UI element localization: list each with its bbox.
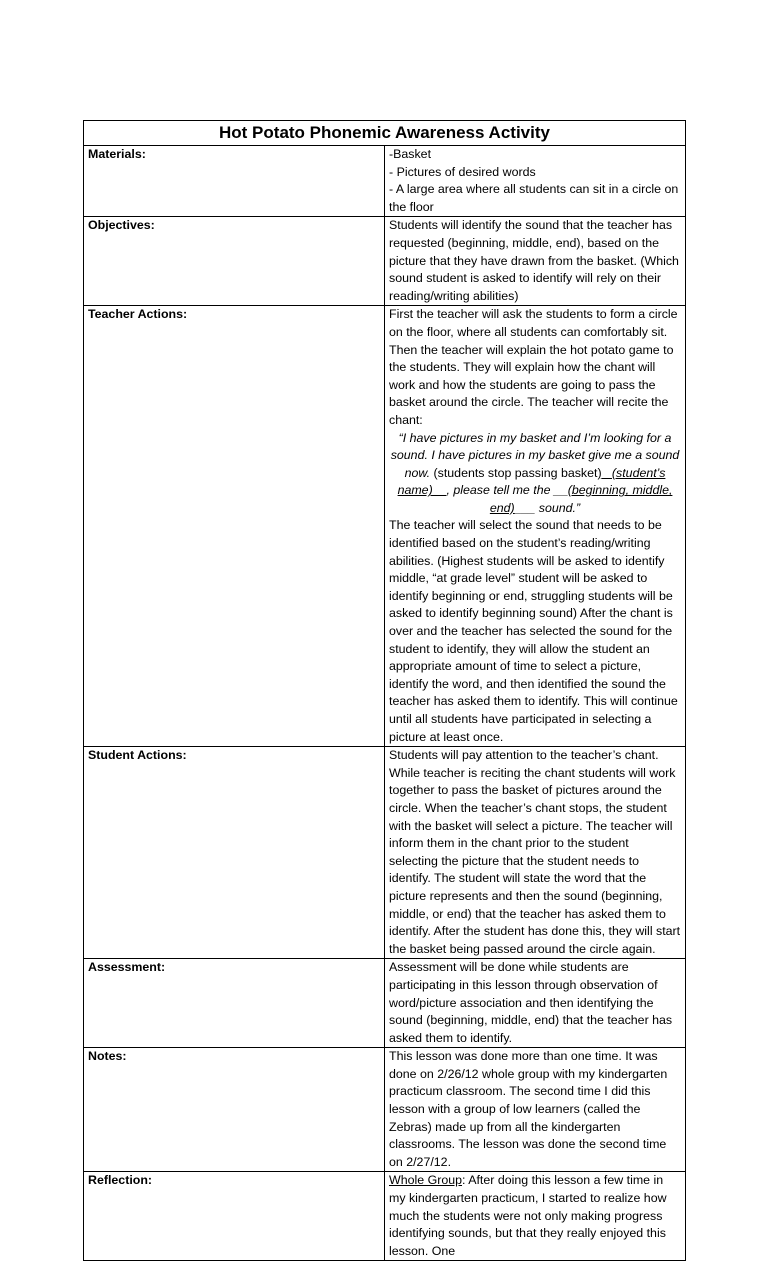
teacher-actions-label: Teacher Actions: <box>84 306 385 747</box>
reflection-content <box>385 1172 686 1261</box>
chant-part: _ (student’s name)__ <box>397 465 666 498</box>
chant-part: (beginning, middle, end) <box>489 483 673 515</box>
lesson-plan-table <box>83 120 686 1261</box>
materials-item: -Basket <box>389 147 432 161</box>
chant-part: ___ sound.” <box>514 500 581 515</box>
materials-item: - Pictures of desired words <box>389 164 536 179</box>
assessment-text: Assessment will be done while students are participating in this lesson through observation of word/picture association and then identifying the sound (beginning, middle, end) that the teacher has asked them to identify. <box>385 959 686 1048</box>
teacher-actions-row <box>84 306 686 747</box>
materials-content <box>385 146 686 217</box>
teacher-actions-intro: First the teacher will ask the students to form a circle on the floor, where all students can comfortably sit. Then the teacher will explain the hot potato game to the students. They will explain how the chant will work and how the students are going to pass the basket around the circle. The teacher will recite the chant: <box>389 307 678 427</box>
reflection-heading: Whole Group <box>389 1173 463 1188</box>
document-title: Hot Potato Phonemic Awareness Activity <box>84 121 686 146</box>
student-actions-label: Student Actions: <box>84 747 385 959</box>
objectives-text: Students will identify the sound that the teacher has requested (beginning, middle, end), based on the picture that they have drawn from the basket. (Which sound student is asked to identify will rely on their reading/writing abilities) <box>385 217 686 306</box>
materials-item: - A large area where all students can sit in a circle on the floor <box>389 182 679 214</box>
objectives-label: Objectives: <box>84 217 385 306</box>
chant-part: , please tell me the __ <box>446 483 568 498</box>
notes-text: This lesson was done more than one time. It was done on 2/26/12 whole group with my kindergarten practicum classroom. The second time I did this lesson with a group of low learners (called the Zebras) made up from all the kindergarten classrooms. The lesson was done the second time on 2/27/12. <box>385 1048 686 1172</box>
teacher-actions-content <box>385 306 686 747</box>
notes-label: Notes: <box>84 1048 385 1172</box>
chant-part: (students stop passing basket) <box>430 465 602 480</box>
teacher-actions-body: The teacher will select the sound that needs to be identified based on the student’s reading/writing abilities. (Highest students will be asked to identify middle, “at grade level” student will be asked to identify beginning or end, struggling students will be asked to identify beginning sound) After the chant is over and the teacher has selected the sound for the student to identify, they will allow the student an appropriate amount of time to select a picture, identify the word, and then identified the sound the teacher has asked them to identify. This will continue until all students have participated in selecting a picture at least once. <box>389 518 678 744</box>
assessment-label: Assessment: <box>84 959 385 1048</box>
reflection-row <box>84 1172 686 1261</box>
assessment-row <box>84 959 686 1048</box>
reflection-text: : After doing this lesson a few time in my kindergarten practicum, I started to realize how much the students were not only making progress identifying sounds, but that they really enjoyed this lesson. One <box>389 1173 667 1258</box>
student-actions-text: Students will pay attention to the teacher’s chant. While teacher is reciting the chant students will work together to pass the basket of pictures around the circle. When the teacher’s chant stops, the student with the basket will select a picture. The teacher will inform them in the chant prior to the student selecting the picture that the student needs to identify. The student will state the word that the picture represents and then the sound (beginning, middle, or end) that the teacher has asked them to identify. After the student has done this, they will start the basket being passed around the circle again. <box>385 747 686 959</box>
materials-row <box>84 146 686 217</box>
notes-row <box>84 1048 686 1172</box>
materials-label: Materials: <box>84 146 385 217</box>
student-actions-row <box>84 747 686 959</box>
reflection-label: Reflection: <box>84 1172 385 1261</box>
chant-part: “I have pictures in my basket and I’m looking for a sound. I have pictures in my basket give me a sound now. <box>390 430 680 480</box>
title-row <box>84 121 686 146</box>
objectives-row <box>84 217 686 306</box>
chant-text <box>389 430 681 518</box>
